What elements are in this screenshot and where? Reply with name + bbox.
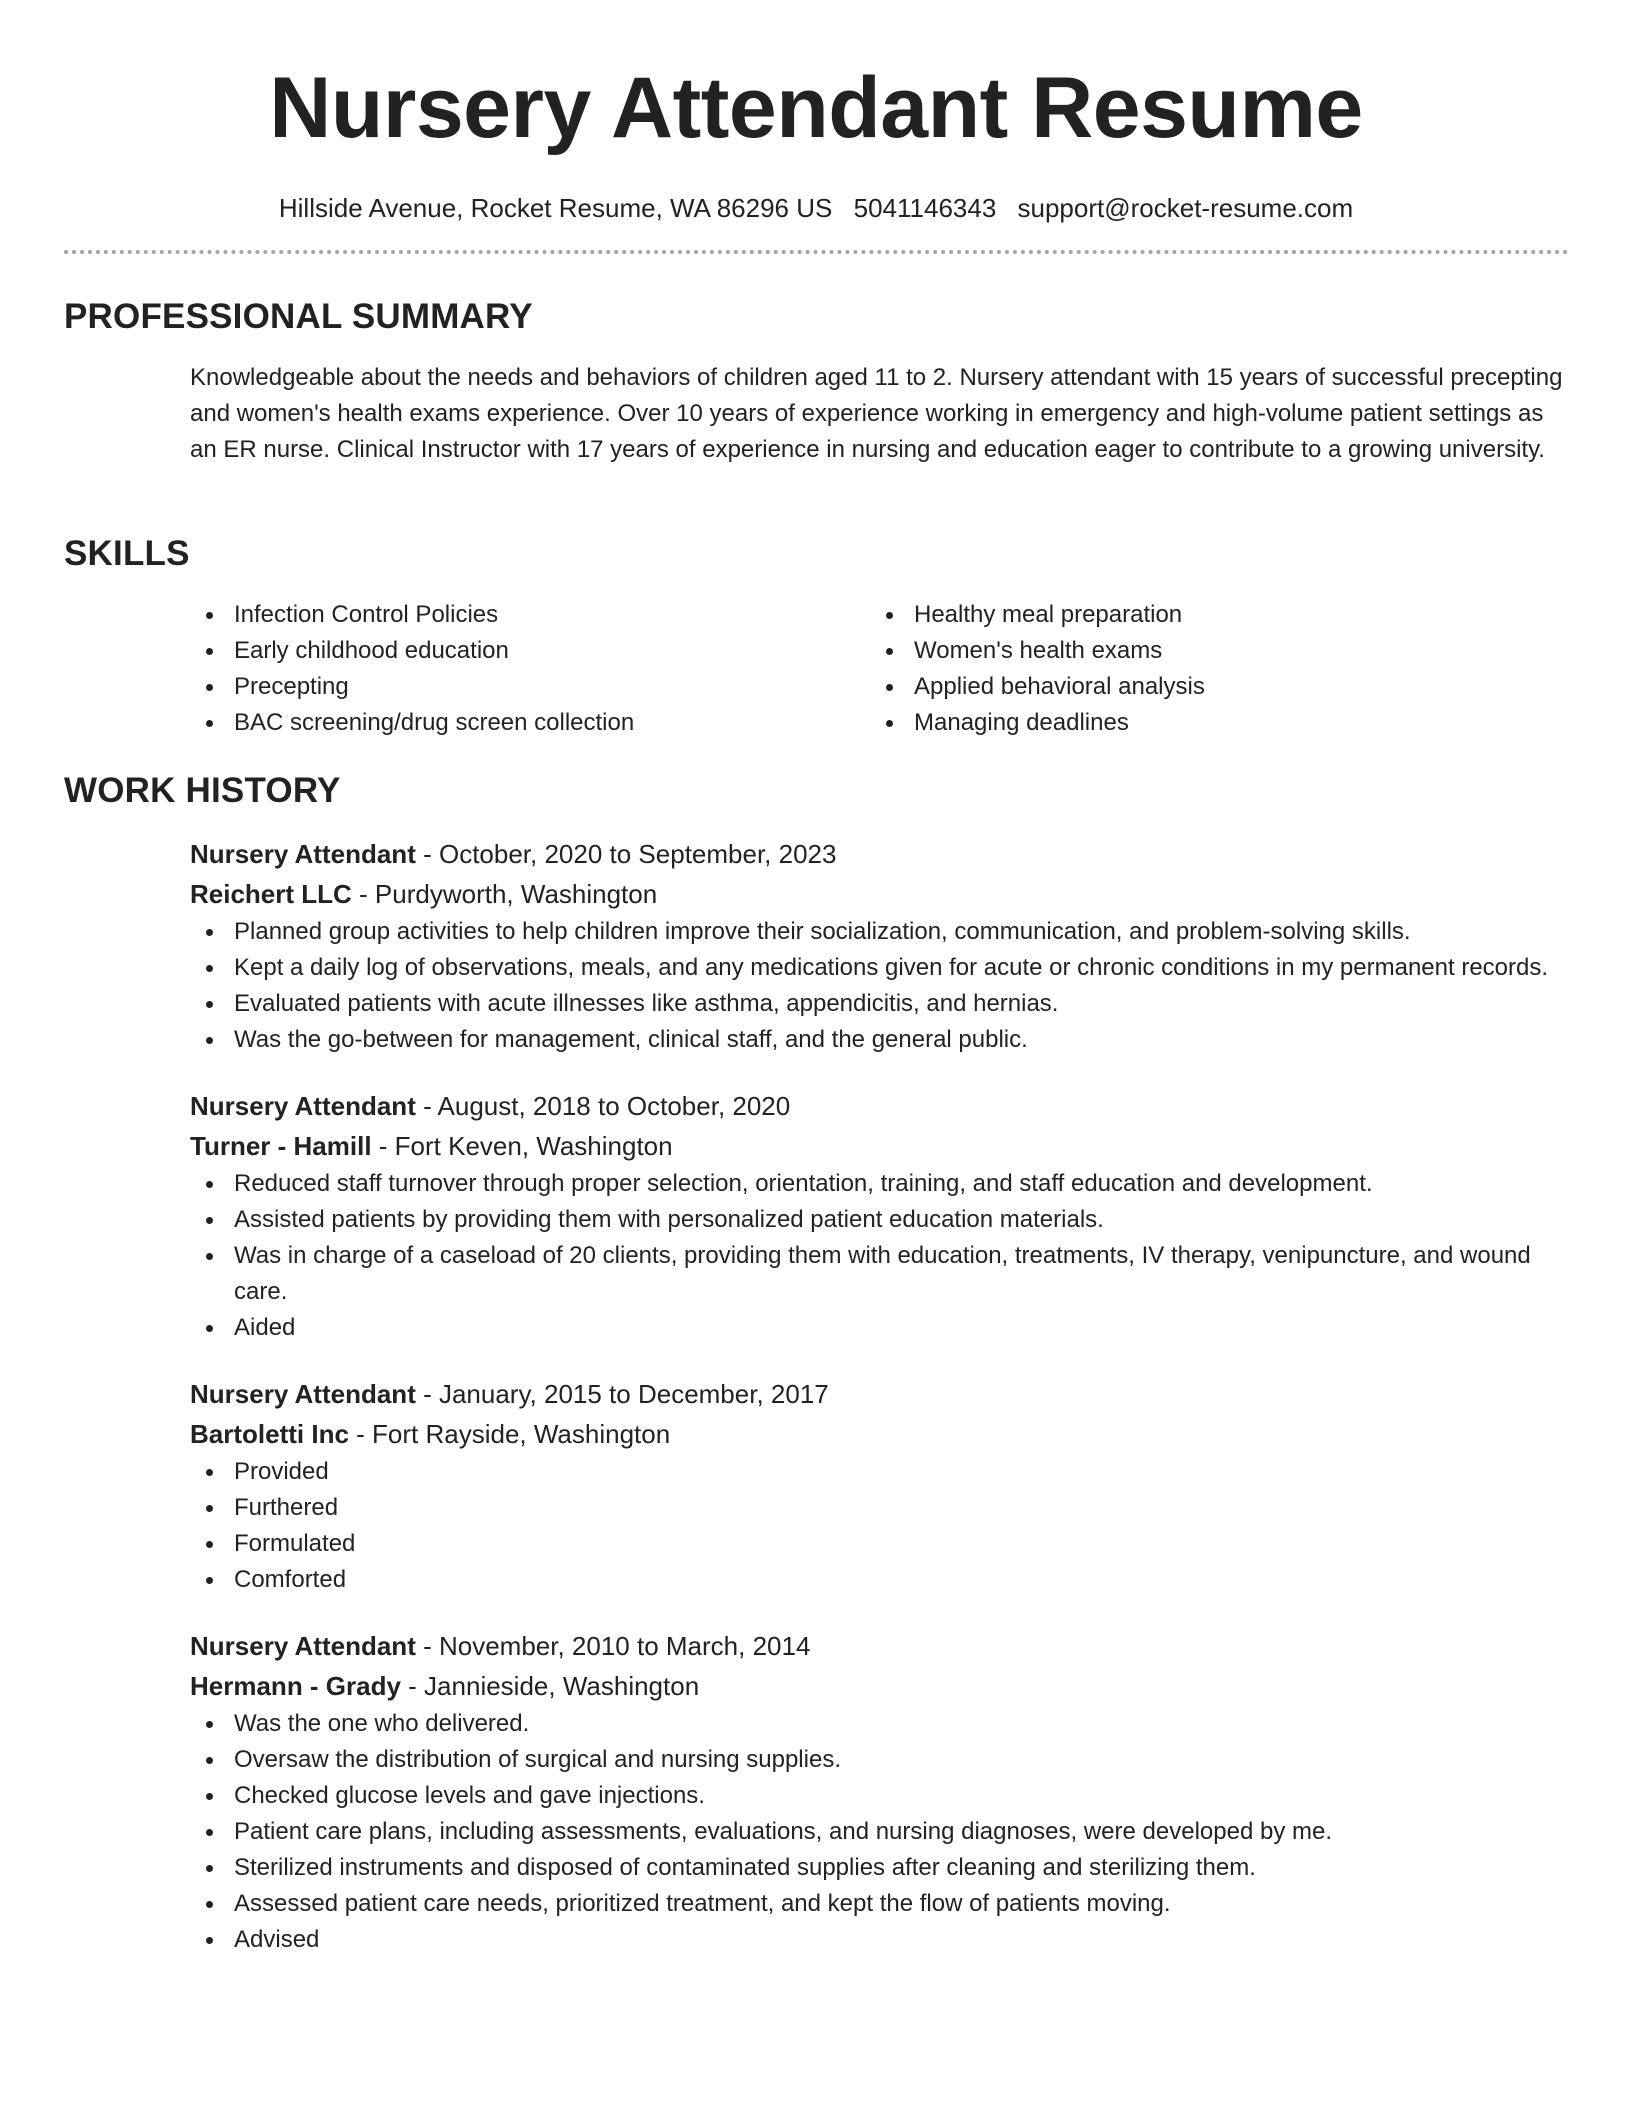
job-duty: Planned group activities to help children improve their socialization, communication, and problem-solving skills. — [190, 914, 1569, 950]
resume-title: Nursery Attendant Resume — [269, 60, 1363, 156]
job-duty: Kept a daily log of observations, meals, and any medications given for acute or chronic conditions in my permanent records. — [190, 950, 1569, 986]
job-dates: - January, 2015 to December, 2017 — [415, 1379, 829, 1409]
job-role: Nursery Attendant — [190, 839, 416, 869]
job-entry — [190, 834, 1569, 1058]
contact-phone: 5041146343 — [853, 193, 997, 223]
job-duty: Reduced staff turnover through proper selection, orientation, training, and staff education and development. — [190, 1166, 1569, 1202]
contact-address: Hillside Avenue, Rocket Resume, WA 86296 US — [278, 193, 833, 223]
summary-heading: PROFESSIONAL SUMMARY — [64, 297, 533, 336]
job-role-line — [190, 1086, 1569, 1126]
job-duties — [190, 1706, 1569, 1958]
skills-grid — [190, 597, 1569, 741]
skills-column-right — [870, 597, 1550, 741]
contact-email: support@rocket-resume.com — [1017, 193, 1354, 223]
skills-section — [64, 533, 1569, 741]
resume-header — [0, 0, 1632, 224]
job-duty: Evaluated patients with acute illnesses like asthma, appendicitis, and hernias. — [190, 986, 1569, 1022]
job-duty: Formulated — [190, 1526, 1569, 1562]
job-duty: Was the one who delivered. — [190, 1706, 1569, 1742]
job-role-line — [190, 1374, 1569, 1414]
skills-column-left — [190, 597, 870, 741]
job-duty: Assisted patients by providing them with personalized patient education materials. — [190, 1202, 1569, 1238]
job-location: - Fort Keven, Washington — [371, 1131, 673, 1161]
job-company-line — [190, 874, 1569, 914]
jobs-list — [190, 834, 1569, 1958]
job-duty: Assessed patient care needs, prioritized treatment, and kept the flow of patients moving. — [190, 1886, 1569, 1922]
job-role-line — [190, 834, 1569, 874]
job-role: Nursery Attendant — [190, 1631, 416, 1661]
job-location: - Fort Rayside, Washington — [348, 1419, 671, 1449]
job-duty: Checked glucose levels and gave injections. — [190, 1778, 1569, 1814]
job-company-line — [190, 1414, 1569, 1454]
work-history-heading: WORK HISTORY — [64, 771, 341, 810]
contact-line — [0, 192, 1632, 224]
job-company-line — [190, 1666, 1569, 1706]
work-history-section — [64, 770, 1569, 1986]
summary-section — [64, 296, 1569, 468]
job-company: Reichert LLC — [190, 879, 352, 909]
skill-item: Infection Control Policies — [190, 597, 870, 633]
job-duty: Sterilized instruments and disposed of contaminated supplies after cleaning and sterilizing them. — [190, 1850, 1569, 1886]
job-company-line — [190, 1126, 1569, 1166]
job-duty: Patient care plans, including assessments, evaluations, and nursing diagnoses, were developed by me. — [190, 1814, 1569, 1850]
skills-list-right — [870, 597, 1550, 741]
skill-item: Early childhood education — [190, 633, 870, 669]
job-duty: Was the go-between for management, clinical staff, and the general public. — [190, 1022, 1569, 1058]
job-duties — [190, 1166, 1569, 1346]
job-dates: - August, 2018 to October, 2020 — [415, 1091, 791, 1121]
header-divider — [64, 250, 1569, 254]
job-duty: Provided — [190, 1454, 1569, 1490]
job-dates: - October, 2020 to September, 2023 — [415, 839, 837, 869]
skill-item: BAC screening/drug screen collection — [190, 705, 870, 741]
skill-item: Healthy meal preparation — [870, 597, 1550, 633]
job-duty: Advised — [190, 1922, 1569, 1958]
job-dates: - November, 2010 to March, 2014 — [415, 1631, 811, 1661]
summary-text: Knowledgeable about the needs and behaviors of children aged 11 to 2. Nursery attendant with 15 years of successful precepting and women's health exams experience. Over 10 years of experience working in emergency and high-volume patient settings as an ER nurse. Clinical Instructor with 17 years of experience in nursing and education eager to contribute to a growing university. — [190, 364, 1563, 463]
job-company: Turner - Hamill — [190, 1131, 372, 1161]
job-role-line — [190, 1626, 1569, 1666]
job-entry — [190, 1086, 1569, 1346]
skill-item: Women's health exams — [870, 633, 1550, 669]
job-duty: Was in charge of a caseload of 20 clients, providing them with education, treatments, IV therapy, venipuncture, and wound care. — [190, 1238, 1569, 1310]
job-role: Nursery Attendant — [190, 1091, 416, 1121]
job-role: Nursery Attendant — [190, 1379, 416, 1409]
job-company: Hermann - Grady — [190, 1671, 401, 1701]
skills-list-left — [190, 597, 870, 741]
job-duties — [190, 914, 1569, 1058]
job-duty: Aided — [190, 1310, 1569, 1346]
job-duty: Comforted — [190, 1562, 1569, 1598]
job-company: Bartoletti Inc — [190, 1419, 349, 1449]
job-entry — [190, 1626, 1569, 1958]
job-duty: Oversaw the distribution of surgical and nursing supplies. — [190, 1742, 1569, 1778]
skills-heading: SKILLS — [64, 534, 190, 573]
job-duty: Furthered — [190, 1490, 1569, 1526]
job-entry — [190, 1374, 1569, 1598]
job-location: - Purdyworth, Washington — [351, 879, 658, 909]
skill-item: Precepting — [190, 669, 870, 705]
job-location: - Jannieside, Washington — [400, 1671, 700, 1701]
skill-item: Managing deadlines — [870, 705, 1550, 741]
job-duties — [190, 1454, 1569, 1598]
skill-item: Applied behavioral analysis — [870, 669, 1550, 705]
